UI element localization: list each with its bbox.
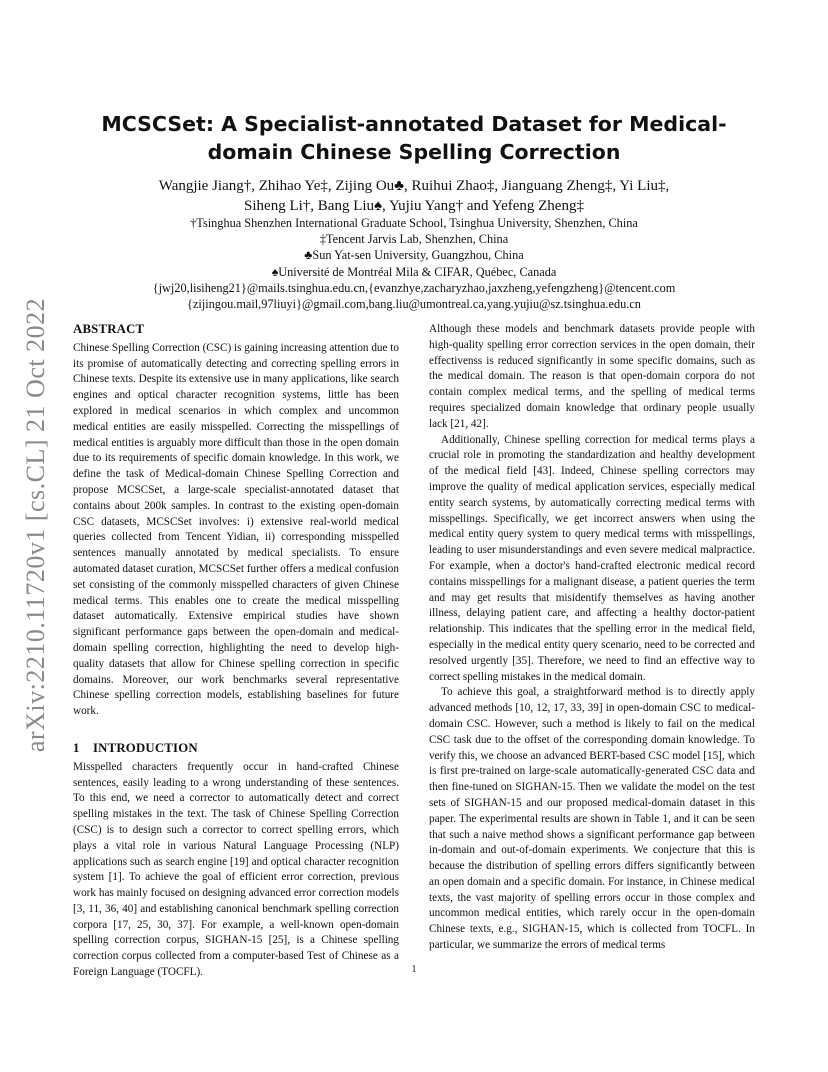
abstract-text: Chinese Spelling Correction (CSC) is gaining increasing attention due to its promise of automatically detecting and correcting spelling errors in Chinese texts. Despite its extensive use in many applications, like search engines and optical character recognition systems, little has been explored in medical scenarios in which complex and uncommon medical entities are easily misspelled. Correcting the misspellings of medical entities is arguably more difficult than those in the open domain due to its requirements of specific domain knowledge. In this work, we define the task of Medical-domain Chinese Spelling Correction and propose MCSCSet, a large-scale specialist-annotated dataset that contains about 200k samples. In contrast to the existing open-domain CSC datasets, MCSCSet involves: i) extensive real-world medical queries collected from Tencent Yidian, ii) corresponding misspelled sentences manually annotated by medical specialists. To ensure automated dataset curation, MCSCSet further offers a medical confusion set consisting of the commonly misspelled characters of given Chinese medical terms. This enables one to create the medical misspelling dataset automatically. Extensive empirical studies have shown significant performance gaps between the open-domain and medical-domain spelling correction, highlighting the need to develop high-quality datasets that allow for Chinese spelling correction in specific domains. Moreover, our work benchmarks several representative Chinese spelling correction models, establishing baselines for future work.: [73, 341, 399, 718]
intro-paragraph-1: Misspelled characters frequently occur in hand-crafted Chinese sentences, easily leading to a wrong understanding of these sentences. To this end, we need a corrector to automatically detect and correct spelling mistakes in the text. The task of Chinese Spelling Correction (CSC) is to design such a corrector to correct spelling errors, which plays a vital role in various Natural Language Processing (NLP) applications such as search engine [19] and optical character recognition system [1]. To achieve the goal of efficient error correction, previous work has mainly focused on designing advanced error correction models [3, 11, 36, 40] and establishing canonical benchmark spelling correction corpora [17, 25, 30, 37]. For example, a well-known open-domain spelling correction corpus, SIGHAN-15 [25], is a Chinese spelling correction corpus collected from a computer-based Test of Chinese as a Foreign Language (TOCFL).: [73, 760, 399, 979]
right-column: [429, 322, 755, 954]
left-column: [73, 322, 399, 981]
affiliations: [74, 215, 754, 312]
affiliation-montreal: ♠Université de Montréal Mila & CIFAR, Québec, Canada: [271, 264, 557, 279]
arxiv-stamp: [16, 290, 56, 760]
affiliation-sysu: ♣Sun Yat-sen University, Guangzhou, China: [304, 248, 524, 263]
body-paragraph-3: To achieve this goal, a straightforward method is to directly apply advanced methods [10, 12, 17, 33, 39] in open-domain CSC to medical-domain CSC. However, such a method is likely to fail on the medical CSC task due to the offset of the corresponding domain knowledge. To verify this, we choose an advanced BERT-based CSC model [15], which is first pre-trained on large-scale automatically-generated CSC data and then fine-tuned on SIGHAN-15. Then we validate the model on the test sets of SIGHAN-15 and our proposed medical-domain dataset in this paper. The experimental results are shown in Table 1, and it can be seen that such a naive method shows a significant performance gap between in-domain and out-of-domain experiments. We conjecture that this is because the distribution of spelling errors differs significantly between an open domain and a specific domain. For instance, in Chinese medical texts, the vast majority of spelling errors occur in those complex and uncommon medical entities, which rarely occur in the open-domain Chinese texts, e.g., SIGHAN-15, which is collected from TOCFL. In particular, we summarize the errors of medical terms: [429, 686, 755, 952]
body-paragraph-1: Although these models and benchmark datasets provide people with high-quality spelling error correction services in the open domain, their effectivenss is reduced significantly in some specific domains, such as the medical domain. The reason is that open-domain corpora do not contain complex medical terms, and the spelling of medical terms requires specialized domain knowledge that ordinary people usually lack [21, 42].: [429, 323, 755, 430]
affiliation-tencent: ‡Tencent Jarvis Lab, Shenzhen, China: [319, 232, 509, 247]
authors-line-1: Wangjie Jiang†, Zhihao Ye‡, Zijing Ou♣, Ruihui Zhao‡, Jianguang Zheng‡, Yi Liu‡,: [158, 178, 670, 194]
section-number: 1: [73, 740, 80, 755]
paper-title: MCSCSet: A Specialist-annotated Dataset for Medical-domain Chinese Spelling Correction: [101, 112, 727, 164]
authors-line-2: Siheng Li†, Bang Liu♠, Yujiu Yang† and Yefeng Zheng‡: [244, 198, 584, 214]
affiliation-tsinghua: †Tsinghua Shenzhen International Graduate School, Tsinghua University, Shenzhen, China: [190, 216, 638, 230]
emails-line-2: {zijingou.mail,97liuyi}@gmail.com,bang.liu@umontreal.ca,yang.yujiu@sz.tsinghua.edu.cn: [187, 297, 641, 312]
emails-line-1: {jwj20,lisiheng21}@mails.tsinghua.edu.cn,{evanzhye,zacharyzhao,jaxzheng,yefengzheng}@tencent.com: [152, 280, 676, 295]
page-number: 1: [411, 964, 417, 975]
section-title: INTRODUCTION: [93, 740, 198, 755]
body-paragraph-2: Additionally, Chinese spelling correction for medical terms plays a crucial role in promoting the standardization and healthy development of the medical field [43]. Indeed, Chinese spelling correctors may improve the quality of medical application services, especially medical entity search systems, by automatically correcting medical terms with misspellings. Specifically, we get incorrect answers when using the medical entity query system to query medical terms with misspellings, leading to user misunderstandings and even severe medical malpractice. For example, when a doctor's hand-crafted electronic medical record contains misspellings for a malignant disease, a patient queries the term and may get results that misidentify themselves as having another illness, delaying patient care, and affecting a healthy doctor-patient relationship. This indicates that the spelling error in the medical field, especially in the medical entity query scenario, need to be corrected and resolved urgently [35]. Therefore, we need to find an effective way to correct spelling mistakes in the medical domain.: [429, 433, 755, 683]
author-list: [74, 176, 754, 216]
abstract-heading: ABSTRACT: [73, 322, 145, 336]
introduction-heading: [73, 741, 399, 757]
arxiv-id: arXiv:2210.11720v1 [cs.CL] 21 Oct 2022: [21, 297, 51, 753]
